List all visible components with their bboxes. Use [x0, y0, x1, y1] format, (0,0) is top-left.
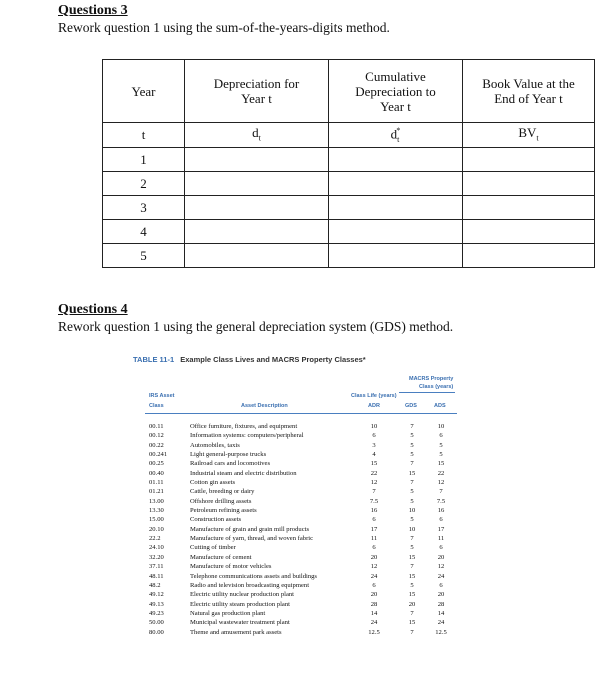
question-4-title: Questions 4 — [58, 302, 128, 317]
table-row — [133, 600, 549, 609]
asset-class-cell: 32.20 — [149, 553, 164, 561]
asset-description-cell: Automobiles, taxis — [190, 441, 240, 449]
cumulative-cell[interactable] — [329, 219, 463, 243]
table-row — [133, 525, 549, 534]
ads-cell: 5 — [439, 451, 443, 459]
table-row — [133, 618, 549, 627]
question-3-title: Questions 3 — [58, 3, 128, 18]
gds-cell: 5 — [410, 441, 414, 449]
asset-description-cell: Cutting of timber — [190, 544, 236, 552]
gds-cell: 15 — [408, 553, 416, 561]
worksheet-row-year-2 — [103, 171, 595, 195]
table-row — [133, 497, 549, 506]
gds-cell: 10 — [408, 525, 416, 533]
gds-cell: 7 — [410, 609, 414, 617]
asset-description-cell: Cattle, breeding or dairy — [190, 488, 255, 496]
gds-cell: 5 — [410, 544, 414, 552]
cumulative-cell[interactable] — [329, 243, 463, 267]
asset-description-cell: Petroleum refining assets — [190, 507, 257, 515]
ads-cell: 12.5 — [435, 628, 447, 636]
adr-cell: 11 — [370, 535, 378, 543]
depreciation-header-text: Depreciation for Year t — [213, 76, 300, 106]
symbol-d-text: d — [252, 124, 259, 140]
ads-header: ADS — [434, 403, 446, 409]
ads-cell: 24 — [437, 619, 445, 627]
table-row — [133, 543, 549, 552]
ads-cell: 7.5 — [436, 497, 446, 505]
asset-class-cell: 48.2 — [149, 581, 161, 589]
ads-cell: 5 — [439, 441, 443, 449]
asset-description-cell: Manufacture of yarn, thread, and woven fabric — [190, 535, 314, 543]
asset-description-cell: Offshore drilling assets — [190, 497, 252, 505]
adr-cell: 12 — [370, 563, 378, 571]
table-row — [133, 478, 549, 487]
table-row — [133, 515, 549, 524]
gds-header: GDS — [405, 403, 417, 409]
gds-cell: 15 — [408, 572, 416, 580]
gds-cell: 5 — [410, 581, 414, 589]
table-caption — [133, 355, 366, 364]
adr-cell: 12 — [370, 479, 378, 487]
ads-cell: 22 — [437, 469, 445, 477]
depreciation-header — [185, 60, 329, 123]
cumulative-cell[interactable] — [329, 195, 463, 219]
gds-cell: 5 — [410, 516, 414, 524]
table-number: TABLE 11-1 — [133, 355, 175, 364]
adr-header: ADR — [368, 403, 380, 409]
symbol-dstar-text: d — [390, 126, 398, 142]
gds-cell: 15 — [408, 619, 416, 627]
table-row — [133, 581, 549, 590]
gds-cell: 5 — [410, 432, 414, 440]
asset-class-cell: 00.22 — [149, 441, 164, 449]
asset-description-cell: Natural gas production plant — [190, 609, 266, 617]
depreciation-cell[interactable] — [185, 147, 329, 171]
asset-class-cell: 15.00 — [149, 516, 164, 524]
year-cell: 4 — [103, 219, 185, 243]
gds-cell: 5 — [410, 497, 414, 505]
table-body — [133, 422, 549, 637]
gds-cell: 15 — [408, 591, 416, 599]
gds-cell: 7 — [410, 460, 414, 468]
cumulative-depreciation-header — [329, 60, 463, 123]
table-row — [133, 506, 549, 515]
gds-cell: 7 — [410, 563, 414, 571]
asset-class-cell: 13.30 — [149, 507, 164, 515]
table-row — [133, 562, 549, 571]
asset-class-cell: 00.25 — [149, 460, 164, 468]
ads-cell: 10 — [437, 423, 445, 430]
adr-cell: 6 — [372, 581, 376, 589]
asset-class-cell: 00.11 — [149, 423, 164, 430]
table-row — [133, 431, 549, 440]
depreciation-cell[interactable] — [185, 171, 329, 195]
worksheet-row-year-4 — [103, 219, 595, 243]
ads-cell: 6 — [439, 516, 443, 524]
year-cell: 5 — [103, 243, 185, 267]
asset-description-cell: Industrial steam and electric distribution — [190, 469, 297, 477]
classes-years-header: Class (years) — [419, 384, 454, 390]
adr-cell: 20 — [370, 553, 378, 561]
worksheet-symbol-row — [103, 123, 595, 148]
cumulative-header-text: Cumulative Depreciation to Year t — [355, 68, 436, 114]
asset-class-cell: 00.40 — [149, 469, 164, 477]
header-rule — [145, 413, 457, 414]
asset-description-cell: Cotton gin assets — [190, 479, 236, 487]
asset-description-cell: Information systems: computers/peripheral — [190, 432, 304, 440]
asset-class-cell: 22.2 — [149, 535, 161, 543]
ads-cell: 20 — [437, 591, 445, 599]
asset-description-cell: Radio and television broadcasting equipment — [190, 581, 310, 589]
ads-cell: 17 — [437, 525, 445, 533]
asset-description-cell: Theme and amusement park assets — [190, 628, 282, 636]
depreciation-cell[interactable] — [185, 243, 329, 267]
asset-description-cell: Construction assets — [190, 516, 242, 524]
book-value-cell[interactable] — [463, 219, 595, 243]
book-value-cell[interactable] — [463, 171, 595, 195]
gds-cell: 7 — [410, 535, 414, 543]
ads-cell: 24 — [437, 572, 445, 580]
asset-class-cell: 00.12 — [149, 432, 164, 440]
cumulative-cell[interactable] — [329, 147, 463, 171]
year-cell: 2 — [103, 171, 185, 195]
symbol-t: t — [103, 123, 185, 148]
ads-cell: 20 — [437, 553, 445, 561]
year-cell: 1 — [103, 147, 185, 171]
gds-cell: 15 — [408, 469, 416, 477]
asset-class-cell: 50.00 — [149, 619, 164, 627]
asset-class-cell: 01.21 — [149, 488, 164, 496]
adr-cell: 14 — [370, 609, 378, 617]
year-header: Year — [103, 60, 185, 123]
table-row — [133, 441, 549, 450]
asset-class-cell: 00.241 — [149, 451, 168, 459]
asset-class-cell: 80.00 — [149, 628, 164, 636]
adr-cell: 10 — [370, 423, 378, 430]
asset-class-cell: 13.00 — [149, 497, 164, 505]
table-row — [133, 487, 549, 496]
ads-cell: 6 — [439, 544, 443, 552]
ads-cell: 11 — [437, 535, 445, 543]
ads-cell: 7 — [439, 488, 443, 496]
adr-cell: 6 — [372, 516, 376, 524]
depreciation-worksheet-table — [102, 59, 595, 268]
adr-cell: 22 — [370, 469, 378, 477]
adr-cell: 16 — [370, 507, 378, 515]
irs-asset-header: IRS Asset — [149, 393, 175, 399]
table-row — [133, 459, 549, 468]
asset-class-cell: 01.11 — [149, 479, 164, 487]
depreciation-cell[interactable] — [185, 195, 329, 219]
gds-cell: 7 — [410, 423, 414, 430]
adr-cell: 3 — [372, 441, 376, 449]
asset-description-header: Asset Description — [241, 403, 288, 409]
worksheet-row-year-1 — [103, 147, 595, 171]
depreciation-cell[interactable] — [185, 219, 329, 243]
asset-description-cell: Manufacture of grain and grain mill products — [190, 525, 310, 533]
ads-cell: 16 — [437, 507, 445, 515]
table-row — [133, 450, 549, 459]
adr-cell: 15 — [370, 460, 378, 468]
asset-class-cell: 20.10 — [149, 525, 164, 533]
adr-cell: 7 — [372, 488, 376, 496]
asset-class-cell: 48.11 — [149, 572, 164, 580]
ads-cell: 6 — [439, 581, 443, 589]
table-row — [133, 572, 549, 581]
gds-cell: 7 — [410, 628, 414, 636]
cumulative-cell[interactable] — [329, 171, 463, 195]
symbol-bv-t: $BV_t$ — [463, 123, 595, 148]
asset-class-cell: 49.12 — [149, 591, 164, 599]
symbol-d-t-star: $d_t^*$ — [329, 123, 463, 148]
adr-cell: 28 — [370, 600, 378, 608]
table-caption-text: Example Class Lives and MACRS Property Classes* — [180, 355, 366, 364]
table-row — [133, 469, 549, 478]
table-row — [133, 534, 549, 543]
worksheet-header-row — [103, 60, 595, 123]
book-value-cell[interactable] — [463, 195, 595, 219]
symbol-bv-text: BV — [518, 124, 537, 140]
asset-description-cell: Light general-purpose trucks — [190, 451, 267, 459]
worksheet-row-year-5 — [103, 243, 595, 267]
table-row — [133, 553, 549, 562]
gds-cell: 7 — [410, 479, 414, 487]
adr-cell: 7.5 — [369, 497, 379, 505]
class-header: Class — [149, 403, 164, 409]
adr-cell: 12.5 — [368, 628, 380, 636]
ads-cell: 28 — [437, 600, 445, 608]
macrs-divider — [399, 392, 455, 393]
asset-description-cell: Railroad cars and locomotives — [190, 460, 271, 468]
ads-cell: 14 — [437, 609, 445, 617]
asset-description-cell: Manufacture of cement — [190, 553, 252, 561]
table-row — [133, 628, 549, 637]
adr-cell: 20 — [370, 591, 378, 599]
adr-cell: 4 — [372, 451, 376, 459]
asset-class-cell: 49.23 — [149, 609, 164, 617]
class-life-header: Class Life (years) — [351, 393, 397, 399]
book-value-header-text: Book Value at the End of Year t — [482, 76, 575, 106]
table-row — [133, 590, 549, 599]
macrs-header: MACRS Property — [409, 376, 454, 382]
ads-cell: 12 — [437, 479, 445, 487]
gds-cell: 5 — [410, 451, 414, 459]
asset-class-cell: 24.10 — [149, 544, 164, 552]
gds-cell: 5 — [410, 488, 414, 496]
gds-cell: 20 — [408, 600, 416, 608]
table-row — [133, 422, 549, 431]
book-value-cell[interactable] — [463, 147, 595, 171]
book-value-cell[interactable] — [463, 243, 595, 267]
asset-description-cell: Office furniture, fixtures, and equipment — [190, 423, 298, 430]
ads-cell: 12 — [437, 563, 445, 571]
adr-cell: 6 — [372, 544, 376, 552]
asset-description-cell: Telephone communications assets and buildings — [190, 572, 317, 580]
asset-description-cell: Electric utility nuclear production plant — [190, 591, 294, 599]
question-4-text: Rework question 1 using the general depreciation system (GDS) method. — [58, 319, 454, 334]
asset-description-cell: Electric utility steam production plant — [190, 600, 290, 608]
ads-cell: 6 — [439, 432, 443, 440]
book-value-header — [463, 60, 595, 123]
gds-cell: 10 — [408, 507, 416, 515]
asset-class-cell: 49.13 — [149, 600, 164, 608]
adr-cell: 24 — [370, 572, 378, 580]
adr-cell: 6 — [372, 432, 376, 440]
ads-cell: 15 — [437, 460, 445, 468]
symbol-d-t: $d_t$ — [185, 123, 329, 148]
worksheet-row-year-3 — [103, 195, 595, 219]
asset-description-cell: Manufacture of motor vehicles — [190, 563, 272, 571]
adr-cell: 17 — [370, 525, 378, 533]
table-row — [133, 609, 549, 618]
question-3-text: Rework question 1 using the sum-of-the-years-digits method. — [58, 20, 390, 35]
asset-class-cell: 37.11 — [149, 563, 164, 571]
asset-description-cell: Municipal wastewater treatment plant — [190, 619, 290, 627]
adr-cell: 24 — [370, 619, 378, 627]
year-cell: 3 — [103, 195, 185, 219]
macrs-class-lives-table — [133, 355, 549, 697]
